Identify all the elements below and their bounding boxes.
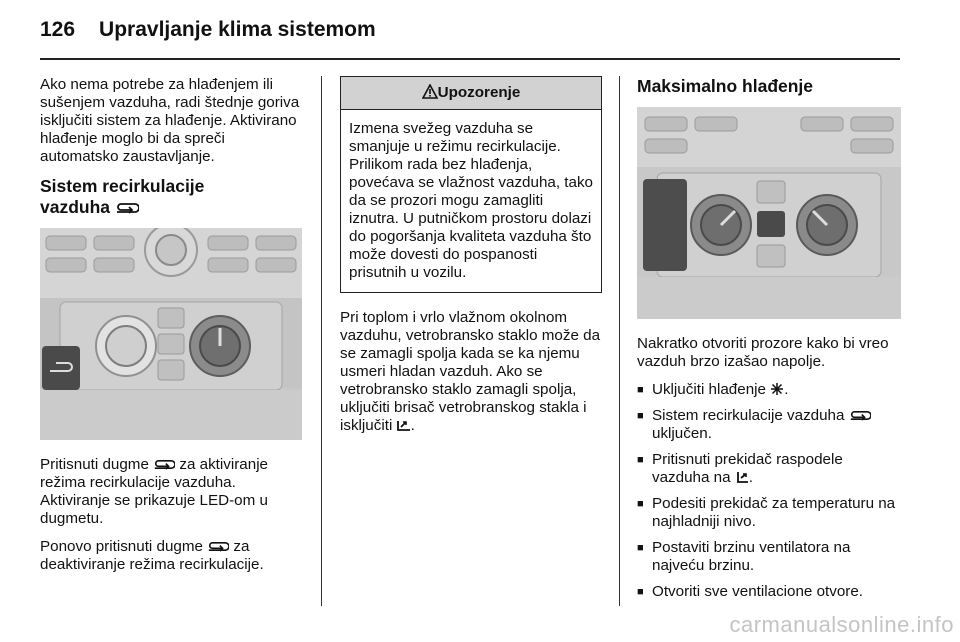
windshield-airflow-icon	[397, 419, 411, 432]
warning-box	[340, 76, 602, 293]
snowflake-icon	[770, 382, 784, 396]
section-heading-recirculation: Sistem recirkulacije vazduha	[40, 176, 205, 217]
recirculation-icon	[849, 409, 871, 422]
list-item: ■ Postaviti brzinu ventilatora na najveću brzinu.	[637, 539, 901, 575]
recirculation-icon	[115, 201, 139, 215]
page-header	[40, 18, 376, 42]
list-item: ■ Pritisnuti prekidač raspodele vazduha na .	[637, 451, 901, 487]
page-title: Upravljanje klima sistemom	[99, 18, 376, 41]
list-item: ■ Uključiti hlađenje .	[637, 381, 901, 399]
column-2	[340, 76, 602, 445]
list-item: ■ Podesiti prekidač za temperaturu na najhladniji nivo.	[637, 495, 901, 531]
fogging-paragraph: Pri toplom i vrlo vlažnom okolnom vazduhu, vetrobransko staklo može da se zamagli spolja kada se ka njemu usmeri hladan vazduh. Ako se vetrobransko staklo zamagli spolja, uključiti brisač vetrobranskog stakla i isključiti .	[340, 309, 601, 434]
climate-panel-drawing	[637, 107, 901, 319]
column-divider-2	[619, 76, 620, 606]
intro-paragraph: Ako nema potrebe za hlađenjem ili sušenjem vazduha, radi štednje goriva isključiti sistem za hlađenje. Aktivirano hlađenje moglo bi da spreči automatsko zaustavljanje.	[40, 76, 300, 165]
page-number: 126	[40, 18, 76, 41]
warning-text: Izmena svežeg vazduha se smanjuje u režimu recirkulacije. Prilikom rada bez hlađenja, povećava se vlažnost vazduha, tako da se prozori mogu zamagliti iznutra. U putničkom prostoru dolazi do pogoršanja kvaliteta vazduha što može dovesti do pospanosti prisutnih u vozilu.	[349, 120, 593, 281]
air-distribution-icon	[735, 471, 749, 484]
recirculation-icon	[153, 458, 175, 471]
column-divider-1	[321, 76, 322, 606]
watermark: carmanualsonline.info	[729, 612, 954, 637]
max-cooling-steps	[637, 381, 901, 601]
climate-panel-illustration-max-cooling	[637, 107, 901, 319]
warning-triangle-icon	[422, 84, 438, 99]
section-heading-max-cooling: Maksimalno hlađenje	[637, 76, 814, 96]
recirculation-icon	[207, 540, 229, 553]
climate-panel-illustration-recirculation	[40, 228, 302, 440]
column-1	[40, 76, 302, 584]
header-rule	[40, 58, 900, 60]
climate-panel-drawing	[40, 228, 302, 440]
warning-header	[341, 77, 601, 110]
warning-title: Upozorenje	[437, 84, 521, 101]
list-item: ■ Otvoriti sve ventilacione otvore.	[637, 583, 901, 601]
open-windows-paragraph: Nakratko otvoriti prozore kako bi vreo vazduh brzo izašao napolje.	[637, 335, 889, 370]
deactivate-paragraph: Ponovo pritisnuti dugme za deaktiviranje režima recirkulacije.	[40, 538, 264, 573]
column-3	[637, 76, 901, 609]
list-item: ■ Sistem recirkulacije vazduha uključen.	[637, 407, 901, 443]
activate-paragraph: Pritisnuti dugme za aktiviranje režima recirkulacije vazduha. Aktiviranje se prikazuje LED-om u dugmetu.	[40, 456, 269, 527]
